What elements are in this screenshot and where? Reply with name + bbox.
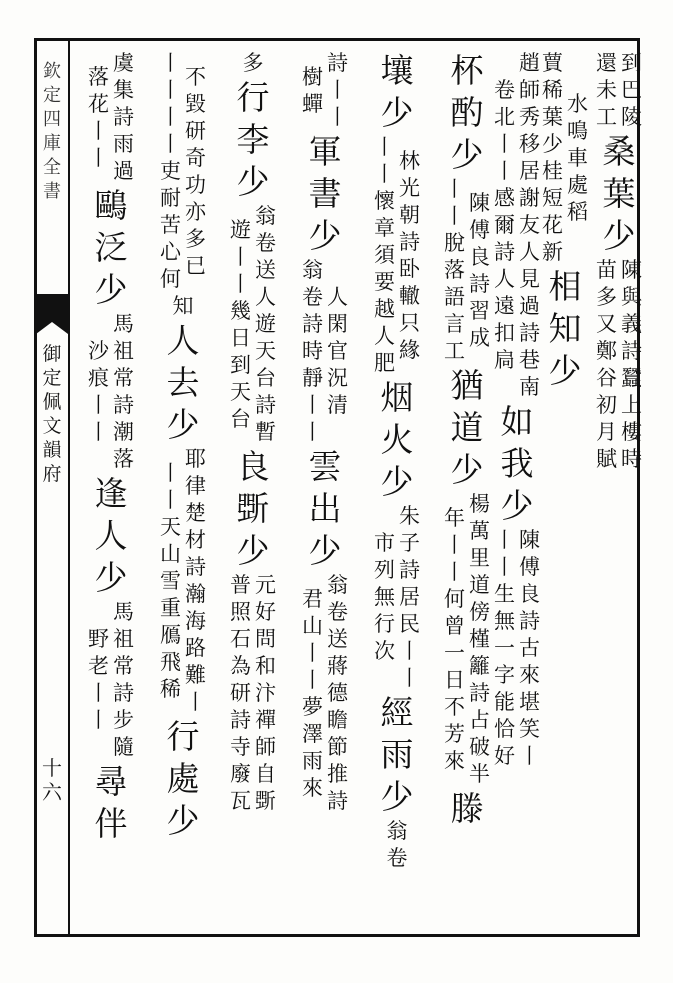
annotation-line: 丨 丨 天 山 雪 重 鴈 飛 稀: [160, 460, 181, 701]
annotation-line: 陳 與 義 詩 蠶 上 樓 時: [621, 258, 642, 471]
text-column: [158, 50, 208, 930]
annotation-line: 翁 卷 詩 時 靜 丨 丨: [302, 258, 323, 444]
headword: 經 雨 少: [380, 693, 414, 816]
annotation-line: 普 照 石 為 研 詩 寺 廢 瓦: [230, 573, 251, 813]
annotation-line: 沙 痕 丨 丨: [88, 339, 109, 444]
annotation-line: 耶 律 楚 材 詩 瀚 海 路 難 丨: [185, 447, 206, 714]
annotation-line: 趙 師 秀 移 居 謝 友 人 見 過 詩 巷 南: [519, 51, 540, 399]
annotation-line: 還 未 工: [596, 51, 617, 129]
annotation-double-line: [228, 203, 278, 446]
text-column: [86, 50, 136, 930]
headword: 猶 道 少: [450, 366, 484, 489]
annotation-line: 虞 集 詩 雨 過: [113, 51, 134, 183]
annotation-line: 野 老 丨 丨: [88, 627, 109, 732]
headword: 尋 伴: [94, 762, 128, 843]
annotation-double-line: [158, 446, 208, 716]
headword: 壤 少: [380, 51, 414, 132]
top-border-rule: [34, 38, 639, 41]
annotation-double-line: [594, 257, 644, 473]
headword: 逢 人 少: [94, 474, 128, 597]
annotation-double-line: [372, 503, 422, 692]
headword: 少: [602, 216, 636, 255]
annotation-double-line: [540, 50, 590, 266]
annotation-line: 丨 丨 脫 落 語 言 工: [444, 177, 465, 363]
annotation-line: 楊 萬 里 道 傍 槿 籬 詩 占 破 半: [469, 492, 490, 786]
annotation-line: 市 列 無 行 次: [374, 531, 395, 663]
text-column: [372, 50, 422, 930]
page-number: 十 六: [42, 756, 62, 804]
headword: 相 知 少: [548, 267, 582, 390]
annotation-line: 年 丨 丨 何 曾 一 日 不 芳 來: [444, 505, 465, 773]
text-column: [228, 50, 278, 930]
annotation-double-line: [86, 599, 136, 761]
left-border-rule: [34, 38, 37, 937]
annotation-double-line: [86, 311, 136, 473]
text-column: [594, 50, 644, 930]
headword: 滕: [450, 789, 484, 828]
margin-header: 欽 定 四 庫 全 書: [43, 61, 61, 202]
annotation-line: 翁 卷 送 蔣 德 瞻 節 推 詩: [327, 573, 348, 813]
annotation-double-line: [228, 572, 278, 815]
annotation-double-line: [442, 176, 492, 365]
annotation-double-line: [300, 257, 350, 446]
annotation-line: 樹 蟬: [302, 64, 323, 116]
annotation-line: 落 花 丨 丨: [88, 64, 109, 170]
annotation-text: 翁 卷: [386, 819, 408, 870]
annotation-line: 元 好 問 和 汴 禪 師 自 斲: [255, 573, 276, 813]
headword: 桑 葉: [602, 132, 636, 213]
annotation-text: 多: [242, 51, 264, 75]
annotation-line: 陳 傅 良 詩 習 成: [469, 190, 490, 350]
text-column: [492, 50, 542, 930]
annotation-line: 到 巴 陵: [621, 51, 642, 129]
annotation-line: 馬 祖 常 詩 步 隨: [113, 600, 134, 759]
annotation-line: 詩 丨 丨: [327, 51, 348, 129]
headword: 良 斲 少: [236, 447, 270, 570]
annotation-double-line: [158, 50, 208, 293]
annotation-line: 翁 卷 送 人 遊 天 台 詩 暫: [255, 204, 276, 444]
headword: 鷗 泛 少: [94, 186, 128, 309]
text-column: [442, 50, 492, 930]
annotation-line: 水 鳴 車 處 稻: [567, 91, 588, 224]
annotation-line: 卷 北 丨 丨 感 爾 詩 人 遠 扣 扃: [494, 78, 515, 372]
headword: 杯 酌 少: [450, 51, 484, 174]
annotation-double-line: [442, 491, 492, 788]
annotation-line: 林 光 朝 詩 卧 轍 只 緣: [399, 148, 420, 362]
margin-divider-rule: [68, 38, 70, 937]
text-column: [540, 50, 590, 930]
annotation-line: 蕒 稀 葉 少 桂 短 花 新: [542, 51, 563, 264]
annotation-double-line: [86, 50, 136, 185]
annotation-line: 不 毀 研 奇 功 亦 多 已: [185, 64, 206, 278]
annotation-line: 朱 子 詩 居 民 丨 丨: [399, 504, 420, 690]
annotation-line: 遊 丨 丨 幾 日 到 天 台: [230, 217, 251, 431]
annotation-double-line: [372, 134, 422, 377]
annotation-double-line: [492, 50, 542, 401]
headword: 行 李 少: [236, 78, 270, 201]
annotation-text: 知: [172, 294, 194, 318]
headword: 烟 火 少: [380, 378, 414, 501]
fishtail-ornament: [36, 294, 68, 334]
headword: 人 去 少: [166, 321, 200, 444]
bottom-border-rule: [34, 934, 639, 937]
annotation-line: 丨 丨 丨 丨 吏 耐 苦 心 何: [160, 51, 181, 291]
annotation-double-line: [300, 50, 350, 131]
headword: 如 我 少: [500, 402, 534, 525]
headword: 軍 書 少: [308, 132, 342, 255]
annotation-line: 丨 丨 生 無 一 字 能 恰 好: [494, 528, 515, 768]
headword: 雲 出 少: [308, 447, 342, 570]
annotation-line: 君 山 丨 丨 夢 澤 雨 來: [302, 586, 323, 800]
annotation-line: 人 閑 官 況 清: [327, 285, 348, 417]
annotation-line: 丨 丨 懷 章 須 要 越 人 肥: [374, 135, 395, 375]
annotation-line: 苗 多 又 鄭 谷 初 月 賦: [596, 258, 617, 471]
annotation-line: 陳 傅 良 詩 古 來 堪 笑 丨: [519, 528, 540, 768]
annotation-line: 馬 祖 常 詩 潮 落: [113, 312, 134, 471]
headword: 行 處 少: [166, 717, 200, 840]
text-column: [300, 50, 350, 930]
annotation-double-line: [594, 50, 644, 131]
annotation-double-line: [300, 572, 350, 815]
margin-book-title: 御 定 佩 文 韻 府: [42, 343, 62, 485]
annotation-double-line: [492, 527, 542, 770]
